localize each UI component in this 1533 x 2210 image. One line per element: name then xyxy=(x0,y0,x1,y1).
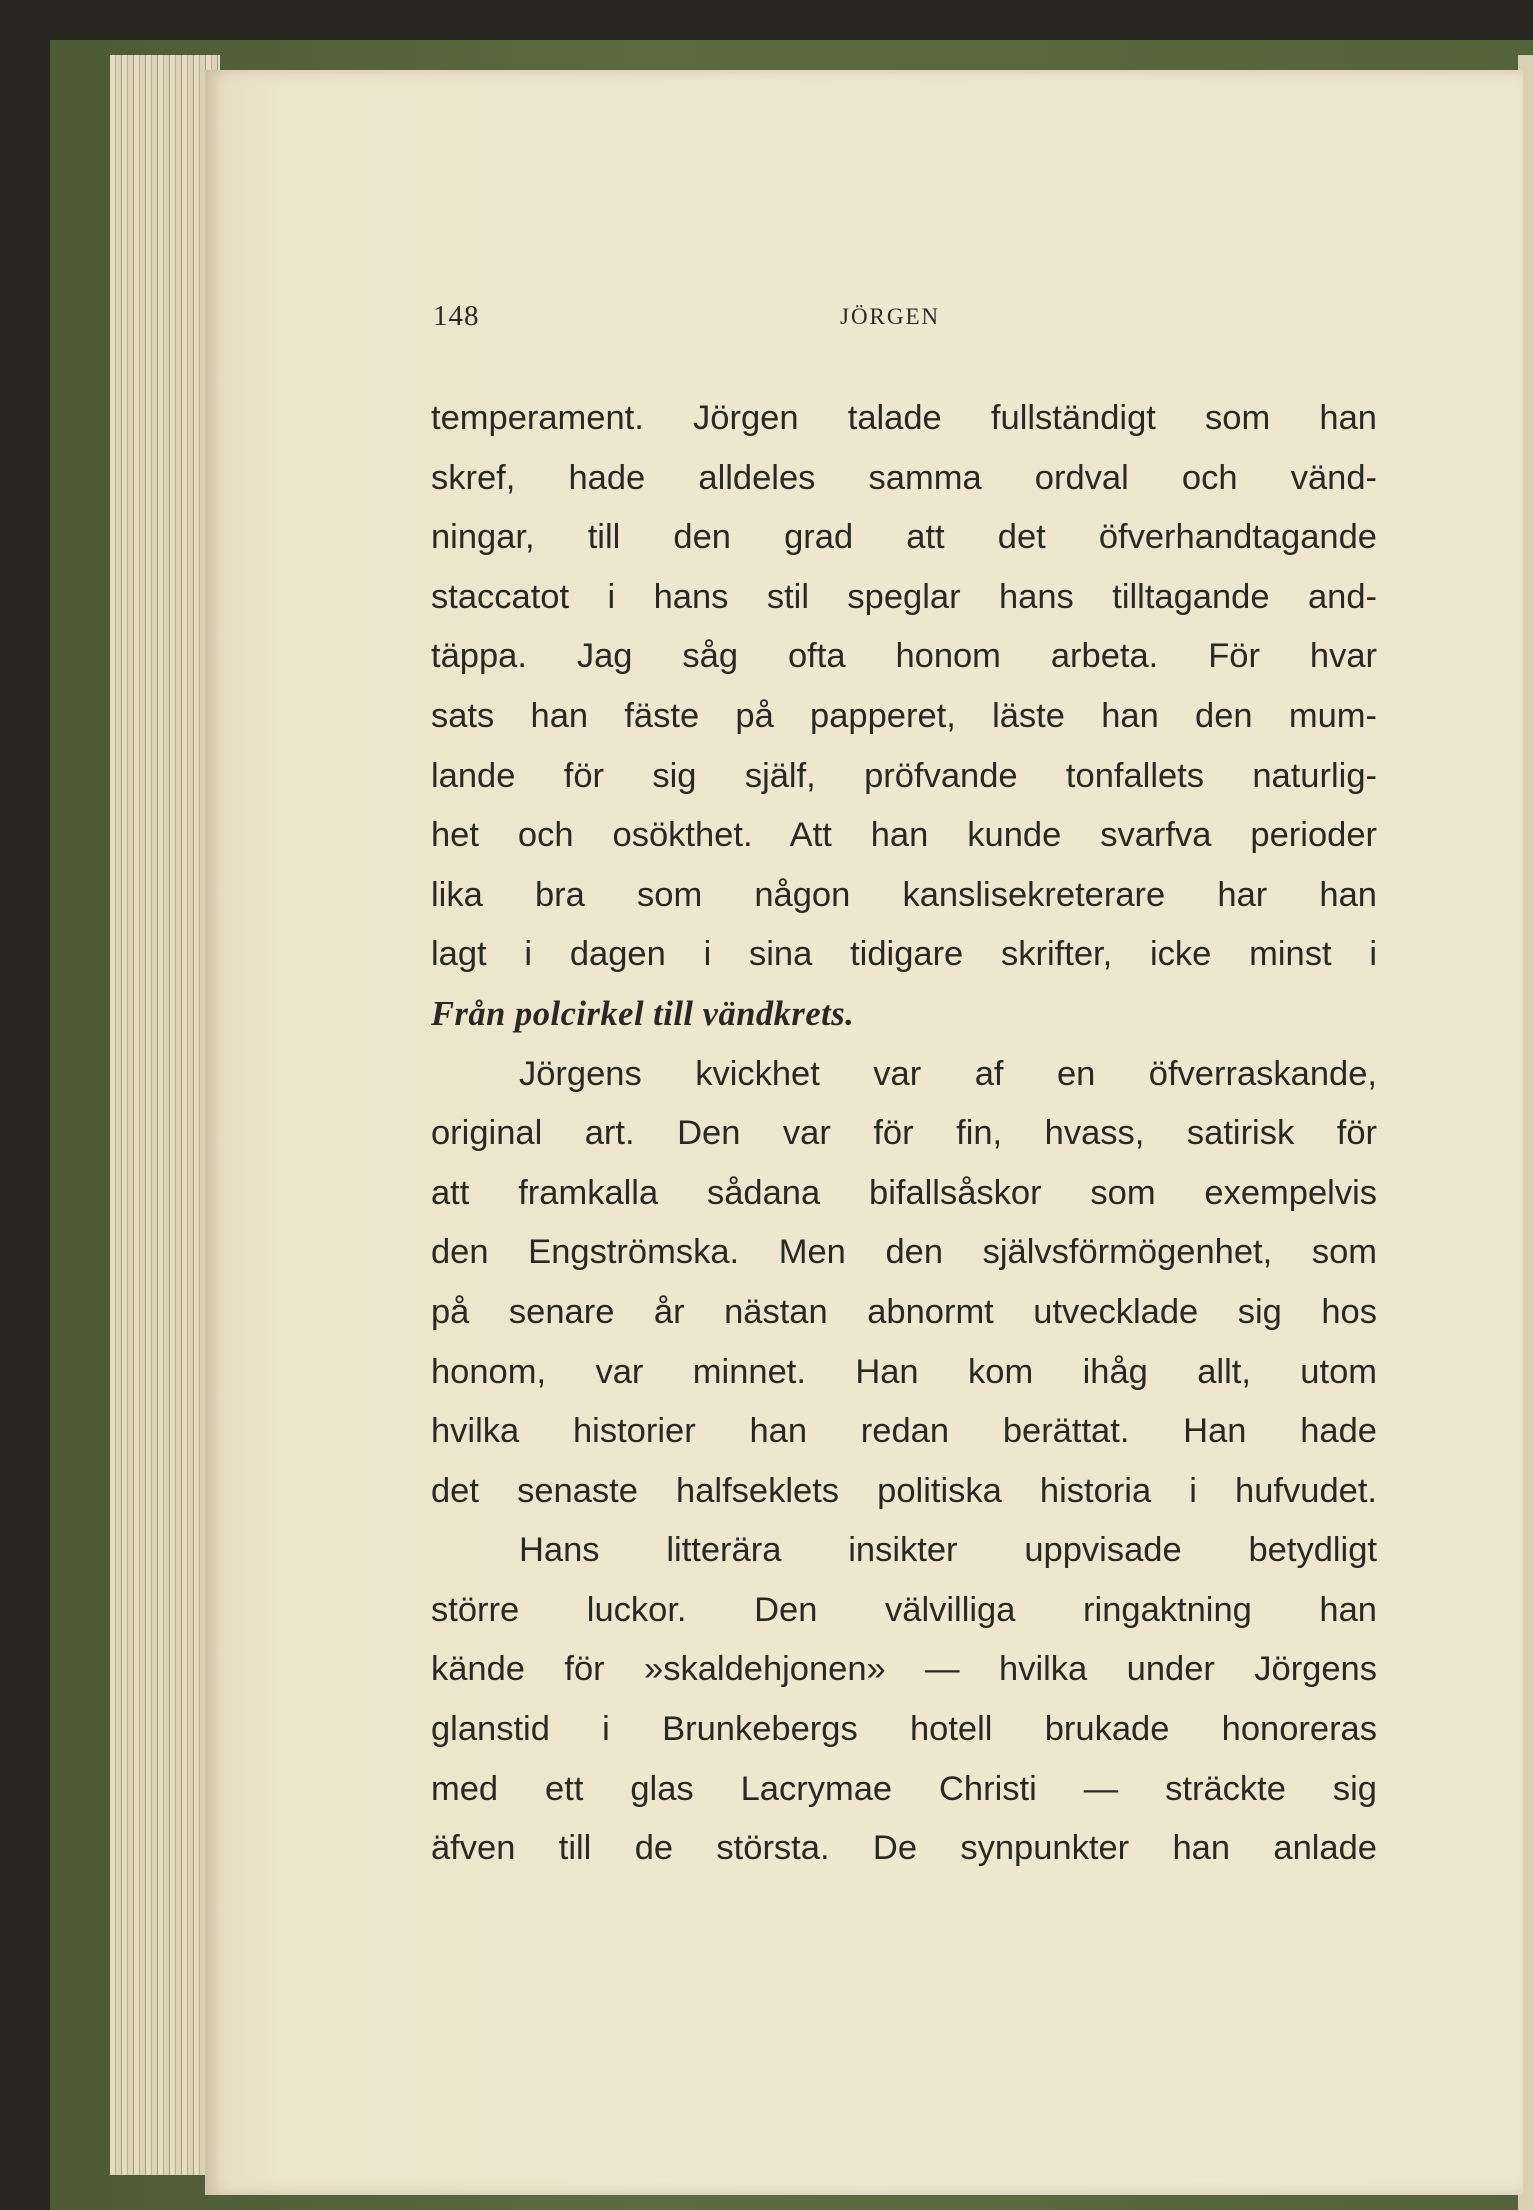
page-edges xyxy=(110,55,220,2175)
text-line: på senare år nästan abnormt utvecklade sig hos xyxy=(431,1292,1377,1331)
text-line: skref, hade alldeles samma ordval och vänd- xyxy=(431,458,1377,497)
text-line: lagt i dagen i sina tidigare skrifter, icke minst i xyxy=(431,935,1377,974)
text-line: original art. Den var för fin, hvass, satirisk för xyxy=(431,1114,1377,1153)
text-line: kände för »skaldehjonen» — hvilka under Jörgens xyxy=(431,1650,1377,1689)
text-line: äfven till de största. De synpunkter han anlade xyxy=(431,1829,1377,1868)
text-line: het och osökthet. Att han kunde svarfva perioder xyxy=(431,816,1377,855)
running-title: JÖRGEN xyxy=(840,304,941,329)
text-line: ningar, till den grad att det öfverhandtagande xyxy=(431,518,1377,557)
book-title-line: Från polcirkel till vändkrets. xyxy=(431,994,855,1033)
paragraph-start-line: Jörgens kvickhet var af en öfverraskande, xyxy=(519,1054,1377,1093)
text-line: honom, var minnet. Han kom ihåg allt, utom xyxy=(431,1352,1377,1391)
body-text xyxy=(431,389,1377,1879)
paragraph-start-line: Hans litterära insikter uppvisade betydligt xyxy=(519,1531,1377,1570)
running-head xyxy=(433,300,1393,340)
text-line: staccatot i hans stil speglar hans tilltagande and- xyxy=(431,577,1377,616)
text-line: med ett glas Lacrymae Christi — sträckte sig xyxy=(431,1769,1377,1808)
text-line: den Engströmska. Men den självsförmögenhet, som xyxy=(431,1233,1377,1272)
page-number: 148 xyxy=(433,300,480,332)
text-line: lande för sig själf, pröfvande tonfallets naturlig- xyxy=(431,756,1377,795)
text-line: större luckor. Den välvilliga ringaktning han xyxy=(431,1590,1377,1629)
text-line: glanstid i Brunkebergs hotell brukade honoreras xyxy=(431,1710,1377,1749)
text-line: att framkalla sådana bifallsåskor som exempelvis xyxy=(431,1173,1377,1212)
text-line: hvilka historier han redan berättat. Han hade xyxy=(431,1412,1377,1451)
text-line: det senaste halfseklets politiska historia i hufvudet. xyxy=(431,1471,1377,1510)
text-line: temperament. Jörgen talade fullständigt som han xyxy=(431,399,1377,437)
text-line: sats han fäste på papperet, läste han den mum- xyxy=(431,696,1377,735)
text-line: lika bra som någon kanslisekreterare har han xyxy=(431,875,1377,914)
text-line: täppa. Jag såg ofta honom arbeta. För hvar xyxy=(431,637,1377,676)
